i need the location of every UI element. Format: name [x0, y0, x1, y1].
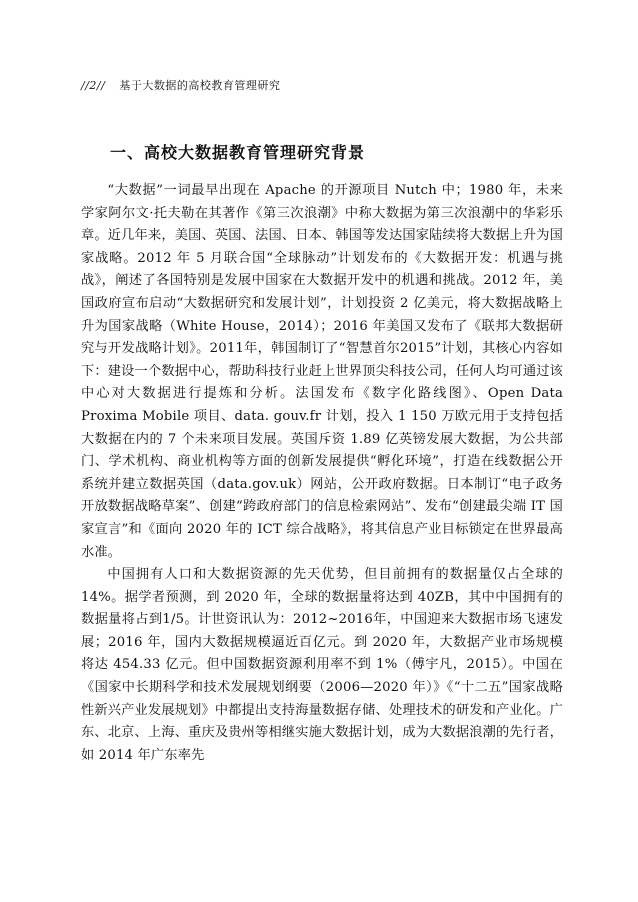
body-text	[81, 180, 563, 767]
running-header	[81, 77, 280, 93]
page-number: //2//	[81, 79, 106, 92]
running-title: 基于大数据的高校教育管理研究	[119, 79, 281, 92]
paragraph-2: 中国拥有人口和大数据资源的先天优势，但目前拥有的数据量仅占全球的 14%。据学者预测，到 2020 年，全球的数据量将达到 40ZB，其中中国拥有的数据量将占到1/5。计世资讯认为：2012~2016年，中国迎来大数据市场飞速发展；2016 年，国内大数据规模逼近百亿元。到 2020 年，大数据产业市场规模将达 454.33 亿元。但中国数据资源利用率不到 1%（傅宇凡，2015）。中国在《国家中长期科学和技术发展规划纲要（2006—2020 年）》《“十二五”国家战略性新兴产业发展规划》中都提出支持海量数据存储、处理技术的研发和产业化。广东、北京、上海、重庆及贵州等相继实施大数据计划，成为大数据浪潮的先行者，如 2014 年广东率先	[81, 567, 563, 763]
paragraph-1: “大数据”一词最早出现在 Apache 的开源项目 Nutch 中；1980 年，未来学家阿尔文·托夫勒在其著作《第三次浪潮》中称大数据为第三次浪潮中的华彩乐章。近几年来，美国、英国、法国、日本、韩国等发达国家陆续将大数据上升为国家战略。2012 年 5 月联合国“全球脉动”计划发布的《大数据开发：机遇与挑战》，阐述了各国特别是发展中国家在大数据开发中的机遇和挑战。2012 年，美国政府宣布启动“大数据研究和发展计划”，计划投资 2 亿美元，将大数据战略上升为国家战略（White House，2014）；2016 年美国又发布了《联邦大数据研究与开发战略计划》。2011年，韩国制订了“智慧首尔2015”计划，其核心内容如下：建设一个数据中心，帮助科技行业赶上世界顶尖科技公司，任何人均可通过该中心对大数据进行提炼和分析。法国发布《数字化路线图》、Open Data Proxima Mobile 项目、data. gouv.fr 计划，投入 1 150 万欧元用于支持包括大数据在内的 7 个未来项目发展。英国斥资 1.89 亿英镑发展大数据，为公共部门、学术机构、商业机构等方面的创新发展提供“孵化环境”，打造在线数据公开系统并建立数据英国（data.gov.uk）网站，公开政府数据。日本制订“电子政务开放数据战略草案”、创建“跨政府部门的信息检索网站”、发布“创建最尖端 IT 国家宣言”和《面向 2020 年的 ICT 综合战略》，将其信息产业目标锁定在世界最高水准。	[81, 183, 563, 560]
section-title: 一、高校大数据教育管理研究背景	[110, 143, 366, 162]
